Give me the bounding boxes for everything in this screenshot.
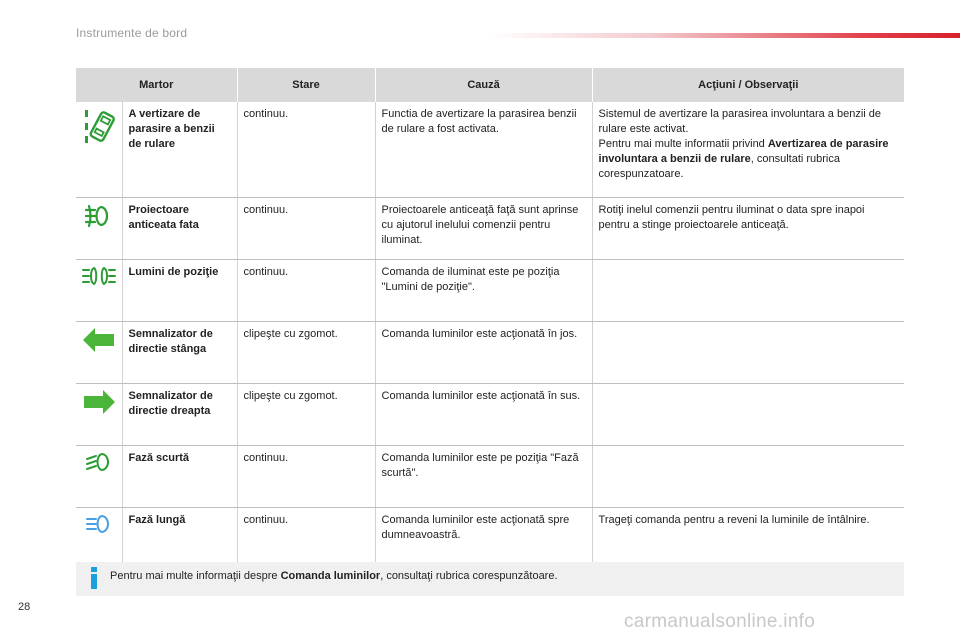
action-text: , consultati rubrica corespunzatoare. [598, 153, 840, 180]
light-action [592, 384, 904, 446]
column-header-martor: Martor [76, 68, 237, 102]
action-bold-reference: Avertizarea de parasire involuntara a benzii de rulare [598, 138, 889, 165]
light-action: Rotiţi inelul comenzii pentru iluminat o data spre inapoi pentru a stinge proiectoarele anticeaţă. [592, 198, 904, 260]
light-cause: Functia de avertizare la parasirea benzii de rulare a fost activata. [375, 102, 592, 198]
action-text: Pentru mai multe informatii privind [598, 138, 768, 150]
light-state: continuu. [237, 508, 375, 570]
table-row [76, 384, 904, 446]
header-accent-line [490, 33, 960, 38]
light-cause: Comanda luminilor este acţionată spre dumneavoastră. [375, 508, 592, 570]
right-indicator-arrow-icon [83, 389, 115, 415]
light-action [592, 260, 904, 322]
table-header-row [76, 68, 904, 102]
light-cause: Comanda de iluminat este pe poziţia "Lumini de poziţie". [375, 260, 592, 322]
high-beam-icon [85, 513, 113, 535]
section-title: Instrumente de bord [76, 26, 188, 40]
table-row [76, 198, 904, 260]
note-text-part: Pentru mai multe informaţii despre [110, 570, 281, 582]
light-cause: Comanda luminilor este acţionată în jos. [375, 322, 592, 384]
action-text: Sistemul de avertizare la parasirea involuntara a benzii de rulare este activat. [598, 108, 882, 135]
light-name: Lumini de poziţie [122, 260, 237, 322]
warning-lights-table [76, 68, 904, 570]
lane-departure-icon [82, 107, 116, 147]
light-name: Proiectoare anticeata fata [122, 198, 237, 260]
light-state: continuu. [237, 198, 375, 260]
front-fog-light-icon [84, 203, 114, 229]
light-action [592, 446, 904, 508]
light-name: Semnalizator de directie dreapta [122, 384, 237, 446]
page-number: 28 [18, 601, 31, 613]
watermark: carmanualsonline.info [624, 611, 816, 632]
light-state: clipeşte cu zgomot. [237, 322, 375, 384]
position-lights-icon [82, 265, 116, 287]
table-row [76, 102, 904, 198]
note-bold-reference: Comanda luminilor [280, 570, 381, 582]
light-name: Fază scurtă [122, 446, 237, 508]
light-name: Semnalizator de directie stânga [122, 322, 237, 384]
column-header-stare: Stare [237, 68, 375, 102]
light-cause: Comanda luminilor este pe poziţia "Fază scurtă". [375, 446, 592, 508]
column-header-cauza: Cauză [375, 68, 592, 102]
note-text-part: , consultaţi rubrica corespunzătoare. [380, 570, 558, 582]
left-indicator-arrow-icon [83, 327, 115, 353]
light-action: Trageţi comanda pentru a reveni la luminile de întâlnire. [592, 508, 904, 570]
light-cause: Comanda luminilor este acţionată în sus. [375, 384, 592, 446]
table-row [76, 260, 904, 322]
icon-cell [76, 508, 122, 570]
low-beam-icon [85, 451, 113, 473]
icon-cell [76, 198, 122, 260]
icon-cell [76, 260, 122, 322]
light-action [592, 102, 904, 198]
light-cause: Proiectoarele anticeaţă faţă sunt aprinse cu ajutorul inelului comenzii pentru iluminat. [375, 198, 592, 260]
light-state: continuu. [237, 260, 375, 322]
light-name: A vertizare de parasire a benzii de rulare [122, 102, 237, 198]
icon-cell [76, 102, 122, 198]
table-row [76, 446, 904, 508]
icon-cell [76, 446, 122, 508]
table-row [76, 322, 904, 384]
column-header-actiuni: Acţiuni / Observaţii [592, 68, 904, 102]
light-state: clipeşte cu zgomot. [237, 384, 375, 446]
light-state: continuu. [237, 446, 375, 508]
light-state: continuu. [237, 102, 375, 198]
icon-cell [76, 322, 122, 384]
table-row [76, 508, 904, 570]
info-note [76, 562, 904, 596]
light-name: Fază lungă [122, 508, 237, 570]
light-action [592, 322, 904, 384]
note-text [110, 569, 558, 584]
icon-cell [76, 384, 122, 446]
info-icon [88, 566, 100, 590]
